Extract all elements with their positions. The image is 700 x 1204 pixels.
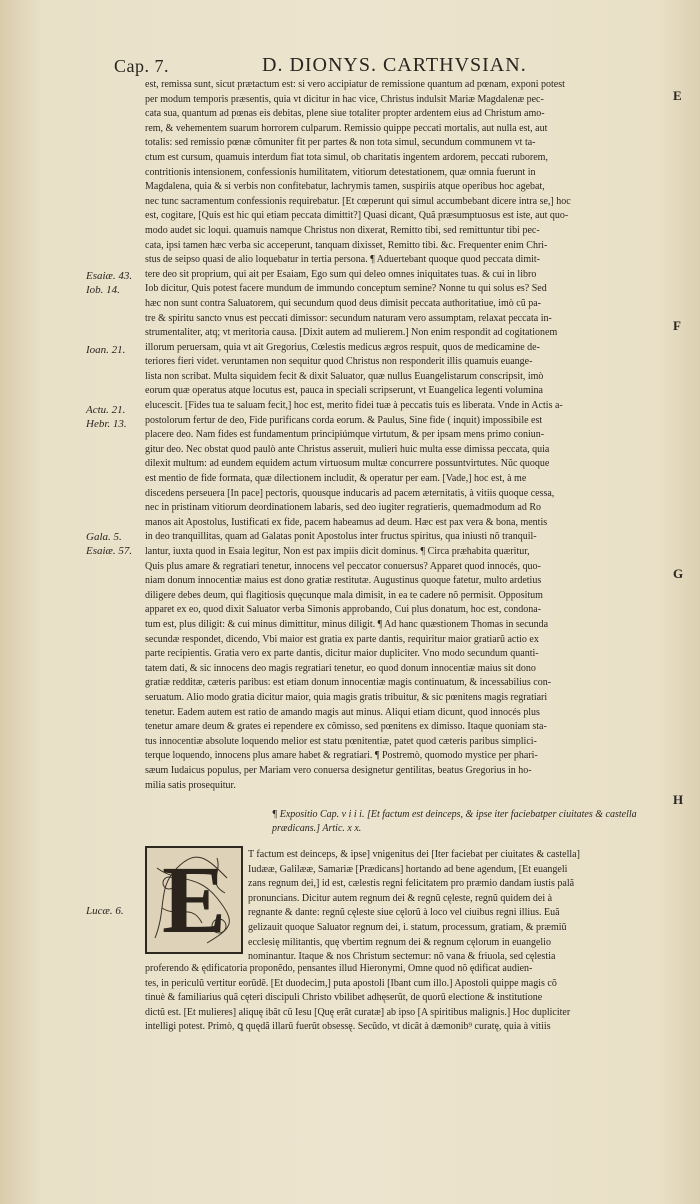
text-line: intelligi potest. Primò, ꝗ quędã illarũ fuerũt obsessę. Secũdo, vt dicãt à dæmonib⁹ curatę, quia à vitiis bbox=[145, 1021, 551, 1033]
text-line: eorum quæ operatus atque locutus est, pauca in speciali scripserunt, vt Euangelica legenti volumina bbox=[145, 385, 543, 397]
text-line: tenetur amare deum & grates ei rependere ex cõmisso, sed pœnitens ex dimisso. Itaque quoniam sta- bbox=[145, 721, 547, 733]
chapter8-heading bbox=[272, 808, 672, 836]
text-line: lista non scribat. Multa siquidem fecit & dixit Saluator, quæ nullus Euangelistarum conscripsit, imò bbox=[145, 370, 544, 382]
section-letter: G bbox=[673, 566, 684, 581]
text-line: parte recipientis. Gratia vero ex parte dantis, dicitur maior dupliciter. Vno modo secundum quanti- bbox=[145, 648, 539, 660]
text-line: diligere debes deum, qui flagitiosis quęcunque mala dimisit, in ea te cadere nõ permisit. Oppositum bbox=[145, 589, 543, 601]
margin-note: Gala. 5. bbox=[86, 531, 122, 543]
decorated-initial bbox=[145, 846, 243, 954]
text-line: T factum est deinceps, & ipse] vnigenitus dei [Iter faciebat per ciuitates & castella] bbox=[248, 849, 580, 860]
text-line: teriores fieri videt. veruntamen non sequitur quod Christus non responderit illis quamuis euange- bbox=[145, 356, 533, 368]
text-line: hæc non sunt contra Saluatorem, qui secundum quod deus dimisit peccata authoritatiue, imò cũ pa- bbox=[145, 297, 542, 309]
text-line: milia satis prosequitur. bbox=[145, 779, 236, 791]
text-line: dictũ est. [Et mulieres] aliquę ibãt cũ Iesu [Quę erãt curatæ] ab ipso [A spiritibus malignis.] Hoc dupliciter bbox=[145, 1006, 571, 1018]
text-line: placere deo. Nam fides est fundamentum principiúmque virtutum, & per ipsam mens primo coniun- bbox=[145, 429, 545, 441]
text-line: tatem dati, & sic innocens deo magis regratiari tenetur, eo quod donum innocentiæ maius sit dono bbox=[145, 662, 536, 674]
text-line: modo audet sic loqui. quamuis namque Christus non dixerat, Remitto tibi, sed remittuntur tibi pec- bbox=[145, 224, 540, 236]
text-line: sæum Iudaicus populus, per Mariam vero conuersa designetur gentilitas, beatus Gregorius in ho- bbox=[145, 764, 532, 776]
text-line: tinuè & familiarius quã cęteri discipuli Christo vbilibet adhęserũt, de quorũ electione & institutione bbox=[145, 992, 543, 1004]
text-line: seruatum. Alio modo gratia dicitur maior, quia magis gratis tribuitur, & sic pœnitens magis regratiari bbox=[145, 691, 548, 703]
text-line: in deo tranquillitas, quam ad Galatas ponit Apostolus inter fructus spiritus, qua iniusti nõ tranquil- bbox=[145, 531, 537, 543]
text-line: lantur, iuxta quod in Esaia legitur, Non est pax impiis dicit dominus. ¶ Circa præhabita quæritur, bbox=[145, 546, 530, 557]
text-line: gelizauit quoque Saluator regnum dei, i. statum, processum, gratiam, & præmiũ bbox=[248, 921, 567, 933]
text-line: discedens perseuera [In pace] pectoris, quousque inducaris ad pacem æternitatis, à vitiis quoque cessa, bbox=[145, 487, 555, 499]
text-line: gratiæ redditæ, cæteris paribus: est etiam donum innocentiæ magis continuatum, & incessabilius con- bbox=[145, 677, 552, 689]
text-line: secundæ respondet, dicendo, Vbi maior est gratia ex parte dantis, requiritur maior gratiarũ actio ex bbox=[145, 633, 539, 645]
text-line: manos ait Apostolus, Iustificati ex fide, pacem habeamus ad deum. Hæc est pax vera & bona, mentis bbox=[145, 516, 548, 528]
text-line: tere deo sit proprium, qui ait per Esaiam, Ego sum qui deleo omnes iniquitates tuas. & cui in libro bbox=[145, 268, 537, 280]
text-line: elucescit. [Fides tua te saluam fecit,] hoc est, merito fidei tuæ à peccatis tuis es liberata. Vnde in Actis a- bbox=[145, 400, 563, 412]
chapter7-body-text bbox=[145, 78, 670, 793]
margin-note: Actu. 21. bbox=[86, 404, 126, 416]
initial-glyph: E bbox=[161, 846, 227, 953]
heading-line: per ciuitates & castella prædicans.] Artic. x x. bbox=[272, 809, 637, 834]
text-line: niam donum innocentiæ maius est dono gratiæ restitutæ. Augustinus quoque fatetur, multo ardetius bbox=[145, 575, 542, 587]
chapter-number: Cap. 7. bbox=[114, 56, 169, 76]
text-line: regnante & dante: regnũ cęleste siue cęlorũ à loco vel ciuibus regni illius. Euã bbox=[248, 907, 560, 919]
text-line: est, cogitare, [Quis est hic qui etiam peccata dimittit?] Quasi dicant, Quã præsumptuosus est iste, aut quo- bbox=[145, 210, 569, 222]
margin-note: Ioan. 21. bbox=[86, 344, 126, 356]
text-line: tenetur. Eadem autem est ratio de amando magis aut minus. Aliqui etiam dicunt, quod innocés plus bbox=[145, 706, 540, 718]
margin-note: Hebr. 13. bbox=[86, 418, 127, 430]
text-line: nec in pristinam vitiorum deordinationem labaris, sed deo iugiter regratieris, quemadmodum ad Ro bbox=[145, 502, 542, 514]
text-line: rem, & vehementem suarum horrorem culparum. Remissio quippe peccati mortalis, aut nulla est, aut bbox=[145, 122, 548, 134]
text-line: tre & spiritu sancto vnus est peccati dimissor: secundum naturam vero assumptam, relaxat peccata in- bbox=[145, 312, 552, 324]
text-line: terque loquendo, innocens plus amare habet & regratiari. ¶ Postremò, quomodo mystice per phari- bbox=[145, 750, 538, 762]
text-line: Iob dicitur, Quis potest facere mundum de immundo conceptum semine? Nonne tu qui solus es? Sed bbox=[145, 283, 547, 295]
margin-note: Iob. 14. bbox=[86, 284, 120, 296]
section-letter: E bbox=[673, 88, 682, 103]
text-line: cata sua, quantum ad pœnas eis debitas, plene siue totaliter propter ardentem eius ad Christum amo- bbox=[145, 108, 545, 120]
page-title: D. DIONYS. CARTHVSIAN. bbox=[262, 54, 527, 76]
text-line: postolorum fertur de deo, Fide purificans corda eorum. & Paulus, Sine fide ( inquit) impossibile est bbox=[145, 414, 543, 426]
text-line: per modum temporis præsentis, quia vt dicitur in hac vice, Christus indulsit Mariæ Magdalenæ pec- bbox=[145, 93, 544, 105]
text-line: gitur deo. Nec obstat quod paulò ante Christus asseruit, mulieri huic multa esse dimissa peccata, quia bbox=[145, 443, 550, 455]
text-line: illorum peruersam, quia vt ait Gregorius, Cœlestis medicus ægros respuit, quos de medicamine de- bbox=[145, 341, 540, 353]
text-line: Magdalena, quia & si verbis non confitebatur, lachrymis tamen, suspiriis atque operibus hoc agebat, bbox=[145, 181, 545, 193]
text-line: strumentaliter, atq; vt meritoria causa. [Dixit autem ad mulierem.] Non enim respondit ad cogitationem bbox=[145, 327, 558, 339]
text-line: proferendo & ędificatoria proponẽdo, pensantes illud Hieronymi, Omne quod nõ ędificat audien- bbox=[145, 963, 533, 974]
text-line: Quis plus amare & regratiari tenetur, innocens vel peccator conuersus? Apparet quod innocés, quo- bbox=[145, 560, 541, 572]
text-line: ctum est cursum, quamuis interdum fiat tota simul, ob charitatis ingentem ardorem, peccati ruborem, bbox=[145, 151, 548, 163]
text-line: nominantur. Itaque & nos Christum sectemur: nõ vana & friuola, sed cęlestia bbox=[248, 951, 556, 963]
text-line: stus de seipso quasi de alio loquebatur in tertia persona. ¶ Aduertebant quoque quod peccata dimit- bbox=[145, 254, 540, 266]
text-line: dilexit multum: ad eundem equidem actum virtuosum multæ concurrere possuntvirtutes. Nũc quoque bbox=[145, 458, 550, 470]
text-line: Iudææ, Galilææ, Samariæ [Prædicans] hortando ad bene agendum, [Et euangeli bbox=[248, 863, 568, 875]
text-line: zans regnum dei,] id est, cælestis regni felicitatem pro præmio dandam iustis palã bbox=[248, 878, 575, 890]
margin-notes bbox=[0, 0, 140, 1204]
text-line: cata, ipsi tamen hæc verba sic acceperunt, tanquam dixisset, Remitto tibi. &c. Frequenter enim Chri- bbox=[145, 239, 548, 251]
text-line: contritionis intensionem, confessionis humilitatem, vitiorum detestationem, quæ omnia fuerunt in bbox=[145, 166, 536, 178]
text-line: est mentio de fide formata, quæ dilectionem includit, & operatur per eam. [Vade,] hoc est, à me bbox=[145, 473, 527, 485]
chapter8-text-beside-initial bbox=[248, 848, 672, 965]
margin-note: Lucæ. 6. bbox=[86, 905, 124, 917]
text-line: totalis: sed remissio pœnæ cõmuniter fit per partes & non tota simul, secundum communem vt ta- bbox=[145, 137, 536, 149]
text-line: nec tunc sacramentum confessionis requirebatur. [Et cœperunt qui simul accumbebant dicere intra se,] hoc bbox=[145, 195, 571, 207]
section-letter: H bbox=[673, 792, 684, 807]
text-line: ecclesię militantis, quę vbertim regnum dei & regnum cęlorum in euangelio bbox=[248, 936, 551, 948]
chapter8-text bbox=[145, 962, 670, 1035]
section-letter: F bbox=[673, 318, 681, 333]
text-line: pronuncians. Dicitur autem regnum dei & regnũ cęleste, regnũ quidem dei à bbox=[248, 892, 553, 904]
text-line: est, remissa sunt, sicut prætactum est: si vero accipiatur de remissione quantum ad pœnam, exponi potest bbox=[145, 79, 565, 90]
margin-note: Esaiæ. 43. bbox=[86, 270, 133, 282]
text-line: tes, in periculũ vertitur eorũdẽ. [Et duodecim,] puta apostoli [Ibant cum illo.] Apostoli quippe magis cõ bbox=[145, 977, 557, 989]
heading-line: ¶ Expositio Cap. v i i i. [Et factum est deinceps, & ipse iter faciebat bbox=[272, 809, 544, 820]
text-line: apparet ex eo, quod dixit Saluator verba Simonis approbando, Cui plus donatum, hoc est, condona- bbox=[145, 604, 542, 616]
text-line: tus innocentiæ absolute loquendo melior est statu pœnitentiæ, patet quod cæteris paribus simplici- bbox=[145, 735, 537, 747]
text-line: tum est, plus diligit: & cui minus dimittitur, minus diligit. ¶ Ad hanc quæstionem Thomas in secunda bbox=[145, 618, 549, 630]
margin-note: Esaiæ. 57. bbox=[86, 545, 133, 557]
